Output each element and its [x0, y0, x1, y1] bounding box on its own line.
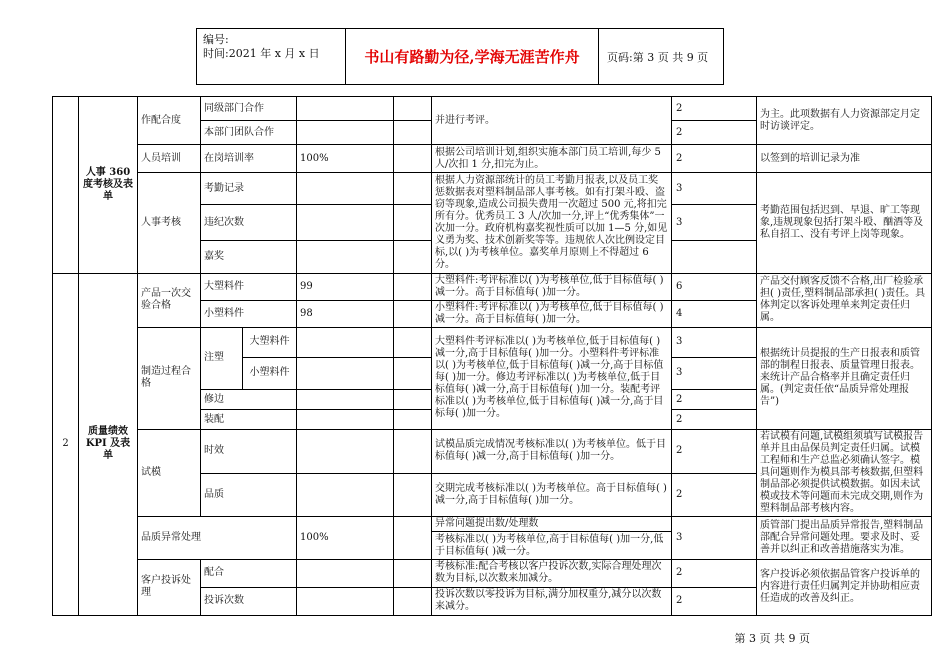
document-number-label: 编号:: [203, 33, 229, 46]
process-actual-3: [394, 390, 432, 410]
first-pass-item-large: 大塑料件: [201, 273, 297, 300]
training-category: 人员培训: [138, 145, 201, 173]
trial-score-2: 2: [672, 473, 757, 517]
trial-item-quality: 品质: [201, 473, 297, 517]
header-meta: [197, 29, 346, 84]
first-pass-score-small: 4: [672, 300, 757, 327]
cooperation-score-1: 2: [672, 97, 757, 121]
trial-item-time: 时效: [201, 430, 297, 474]
process-target-4: [297, 410, 394, 430]
assessment-target-3: [297, 241, 394, 273]
cooperation-item-team: 本部门团队合作: [201, 121, 297, 145]
process-target-2: [297, 357, 394, 389]
cooperation-actual-1: [394, 97, 432, 121]
trial-target-1: [297, 430, 394, 474]
process-molding-large: 大塑料件: [243, 327, 297, 357]
document-header: [196, 28, 724, 85]
process-assembly: 装配: [201, 410, 297, 430]
first-pass-description-small: 小塑料件:考评标准以( )为考核单位,低于目标值每( )减一分。高于目标值每( )加一分。: [432, 300, 672, 327]
first-pass-actual-large: [394, 273, 432, 300]
trial-actual-2: [394, 473, 432, 517]
complaint-item-count: 投诉次数: [201, 587, 297, 615]
complaint-remark: 客户投诉必须依据品管客户投诉单的内容进行责任归属判定并协助相应责任造成的改善及纠正。: [757, 559, 932, 615]
kpi-table: [52, 96, 932, 616]
process-molding: 注塑: [201, 327, 243, 389]
assessment-score-3: [672, 241, 757, 273]
quality-index: 2: [53, 273, 79, 615]
trial-remark: 若试模有问题,试模组须填写试模报告单并且由品保员判定责任归属。试模工程师和生产总监必须确认签字。模具问题则作为模具部考核数据,但塑料制品部必须提供试模数据。如因未试模或技术等问题而未完成交期,则作为塑料制品部考核内容。: [757, 430, 932, 517]
complaint-target-2: [297, 587, 394, 615]
abnormal-category: 品质异常处理: [138, 517, 297, 559]
process-score-4: 2: [672, 410, 757, 430]
abnormal-remark: 质管部门提出品质异常报告,塑料制品部配合异常问题处理。要求及时、妥善并以纠正和改善措施落实为准。: [757, 517, 932, 559]
trial-actual-1: [394, 430, 432, 474]
process-score-2: 3: [672, 357, 757, 389]
complaint-score-1: 2: [672, 559, 757, 587]
first-pass-actual-small: [394, 300, 432, 327]
first-pass-item-small: 小塑料件: [201, 300, 297, 327]
process-remark: 根据统计员提报的生产日报表和质管部的制程日报表、质量管理日报表。来统计产品合格率并且确定责任归属。(判定责任依“品质异常处理报告”): [757, 327, 932, 429]
process-trim: 修边: [201, 390, 297, 410]
process-category: 制造过程合格: [138, 327, 201, 429]
quality-section-title: 质量绩效 KPI 及表单: [79, 273, 138, 615]
first-pass-remark: 产品交付顾客反馈不合格,出厂检验承担( )责任,塑料制品部承担( )责任。具体判定以客诉处理单来判定责任归属。: [757, 273, 932, 327]
training-actual: [394, 145, 432, 173]
assessment-actual-1: [394, 173, 432, 205]
training-score: 2: [672, 145, 757, 173]
table-row: [53, 97, 932, 121]
trial-score-1: 2: [672, 430, 757, 474]
assessment-item-award: 嘉奖: [201, 241, 297, 273]
process-target-1: [297, 327, 394, 357]
complaint-item-cooperate: 配合: [201, 559, 297, 587]
header-page-info: 页码:第 3 页 共 9 页: [607, 50, 709, 64]
first-pass-target-small: 98: [297, 300, 394, 327]
process-actual-1: [394, 327, 432, 357]
first-pass-description-large: 大塑料件:考评标准以( )为考核单位,低于目标值每( )减一分。高于目标值每( )加一分。: [432, 273, 672, 300]
first-pass-score-large: 6: [672, 273, 757, 300]
table-row: [53, 517, 932, 532]
page-footer: 第 3 页 共 9 页: [734, 632, 810, 645]
cooperation-actual-2: [394, 121, 432, 145]
training-description: 根据公司培训计划,组织实施本部门员工培训,每少 5 人/次扣 1 分,扣完为止。: [432, 145, 672, 173]
cooperation-target-1: [297, 97, 394, 121]
training-remark: 以签到的培训记录为准: [757, 145, 932, 173]
process-description: 大塑料件考评标准以( )为考核单位,低于目标值每( )减一分,高于目标值每( )加一分。小塑料件考评标准以( )为考核单位,低于目标值每( )减一分,高于目标值每( )加一分。修边考评标准以( )为考核单位,低于目标值每( )减一分,高于目标值每( )加一分。装配考评标准以( )为考核单位,低于目标值每( )减一分,高于目标每( )加一分。: [432, 327, 672, 429]
abnormal-score: 3: [672, 517, 757, 559]
trial-description-time: 试模品质完成情况考核标准以( )为考核单位。低于目标值每( )减一分,高于目标值每( )加一分。: [432, 430, 672, 474]
trial-description-quality: 交期完成考核标准以( )为考核单位。高于目标值每( )减一分,高于目标值每( )加一分。: [432, 473, 672, 517]
abnormal-description: 考核标准以( )为考核单位,高于目标值每( )加一分,低于目标值每( )减一分。: [432, 532, 672, 559]
first-pass-category: 产品一次交验合格: [138, 273, 201, 327]
table-row: [53, 559, 932, 587]
complaint-score-2: 2: [672, 587, 757, 615]
header-slogan: 书山有路勤为径,学海无涯苦作舟: [346, 29, 599, 84]
trial-category: 试模: [138, 430, 201, 517]
abnormal-description-head: 异常问题提出数/处理数: [432, 517, 672, 532]
trial-target-2: [297, 473, 394, 517]
training-item: 在岗培训率: [201, 145, 297, 173]
table-row: [53, 327, 932, 357]
assessment-remark: 考勤范围包括迟到、早退、旷工等现象,违规现象包括打架斗殴、酗酒等及私自招工、没有考评上岗等现象。: [757, 173, 932, 273]
assessment-score-1: 3: [672, 173, 757, 205]
process-actual-4: [394, 410, 432, 430]
assessment-score-2: 3: [672, 205, 757, 241]
table-row: [53, 173, 932, 205]
first-pass-target-large: 99: [297, 273, 394, 300]
cooperation-item-peer: 同级部门合作: [201, 97, 297, 121]
cooperation-score-2: 2: [672, 121, 757, 145]
hr-section-title: 人事 360 度考核及表单: [79, 97, 138, 274]
complaint-actual-2: [394, 587, 432, 615]
process-actual-2: [394, 357, 432, 389]
cooperation-category: 作配合度: [138, 97, 201, 145]
process-score-3: 2: [672, 390, 757, 410]
cooperation-remark: 为主。此项数据有人力资源部定月定时访谈评定。: [757, 97, 932, 145]
cooperation-description: 并进行考评。: [432, 97, 672, 145]
assessment-item-violation: 违纪次数: [201, 205, 297, 241]
assessment-category: 人事考核: [138, 173, 201, 273]
process-target-3: [297, 390, 394, 410]
cooperation-target-2: [297, 121, 394, 145]
assessment-target-1: [297, 173, 394, 205]
training-target: 100%: [297, 145, 394, 173]
table-row: [53, 273, 932, 300]
process-score-1: 3: [672, 327, 757, 357]
table-row: [53, 145, 932, 173]
abnormal-target: 100%: [297, 517, 394, 559]
assessment-item-attendance: 考勤记录: [201, 173, 297, 205]
assessment-description: 根据人力资源部统计的员工考勤月报表,以及员工奖惩数据表对塑料制品部人事考核。如有打架斗殴、盗窃等现象,造成公司损失费用一次超过 500 元,将扣完所有分。优秀员工 3 人/次加一分,评上“优秀集体”一次加一分。政府机构嘉奖视性质可以加 1—5 分,如见义勇为奖、技术创新奖等等。违规依人次比例设定目标,以( )为考核单位。嘉奖单月原则上不得超过 6 分。: [432, 173, 672, 273]
complaint-description-cooperate: 考核标准:配合考核以客户投诉次数,实际合理处理次数为目标,以次数来加减分。: [432, 559, 672, 587]
assessment-actual-3: [394, 241, 432, 273]
complaint-actual-1: [394, 559, 432, 587]
hr-index-cell: [53, 97, 79, 274]
assessment-actual-2: [394, 205, 432, 241]
abnormal-actual: [394, 517, 432, 559]
table-row: [53, 430, 932, 474]
process-molding-small: 小塑料件: [243, 357, 297, 389]
complaint-target-1: [297, 559, 394, 587]
complaint-description-count: 投诉次数以零投诉为目标,满分加权重分,减分以次数来减分。: [432, 587, 672, 615]
document-date: 时间:2021 年 x 月 x 日: [203, 47, 320, 60]
assessment-target-2: [297, 205, 394, 241]
complaint-category: 客户投诉处理: [138, 559, 201, 615]
